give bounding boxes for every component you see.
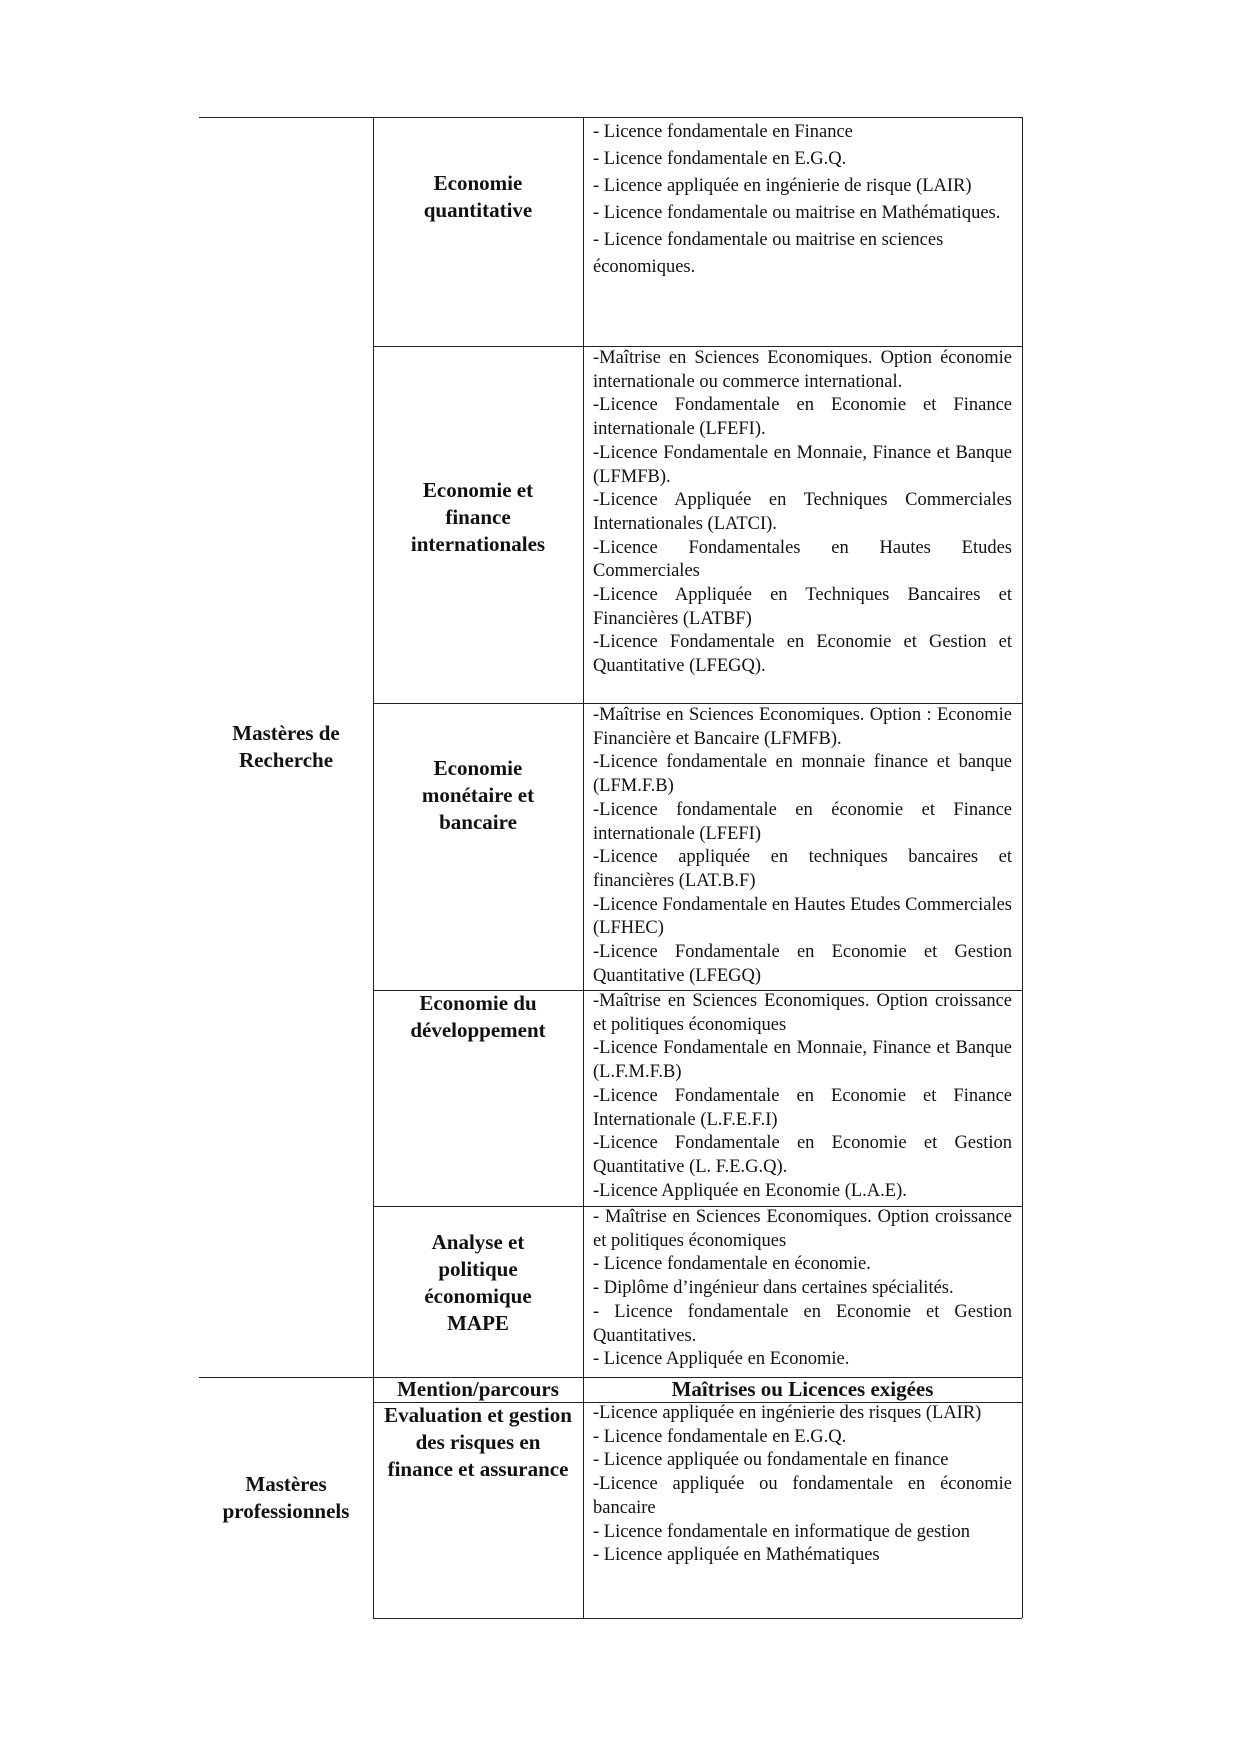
requirement-item: -Licence Fondamentale en Monnaie, Finance et Banque (L.F.M.F.B) [593, 1038, 1012, 1083]
requirement-item: -Maîtrise en Sciences Economiques. Option croissance et politiques économiques [593, 991, 1012, 1035]
requirement-item: -Licence Fondamentale en Economie et Gestion et Quantitative (LFEGQ). [593, 632, 1012, 677]
requirement-item: -Licence appliquée en techniques bancaires et financières (LAT.B.F) [593, 847, 1012, 891]
requirement-item: -Licence appliquée en ingénierie des risques (LAIR) [593, 1403, 982, 1423]
requirement-item: - Licence appliquée ou fondamentale en finance [593, 1450, 949, 1471]
requirement-item: -Licence appliquée ou fondamentale en économie bancaire [593, 1474, 1012, 1518]
mention-cell [373, 117, 583, 346]
requirement-item: - Licence fondamentale en informatique de gestion [593, 1521, 971, 1542]
mention-label: Economie et finance internationales [410, 478, 546, 556]
requirement-item: -Maîtrise en Sciences Economiques. Option économie internationale ou commerce international. [593, 348, 1012, 392]
requirement-item: -Licence Fondamentale en Economie et Finance Internationale (L.F.E.F.I) [593, 1085, 1012, 1130]
requirement-item: - Licence fondamentale en Economie et Gestion Quantitatives. [593, 1301, 1012, 1346]
requirement-item: -Licence Fondamentale en Economie et Gestion Quantitative (LFEGQ) [593, 942, 1012, 986]
requirement-item: -Licence Fondamentale en Economie et Gestion Quantitative (L. F.E.G.Q). [593, 1133, 1012, 1177]
requirements-cell [583, 347, 1022, 703]
requirement-item: - Licence fondamentale en économie. [593, 1254, 871, 1275]
requirement-item: - Licence fondamentale ou maitrise en Mathématiques. [593, 203, 1001, 223]
requirement-item: - Licence fondamentale ou maitrise en sciences économiques. [593, 230, 944, 277]
column-border-right [1022, 117, 1023, 1618]
requirement-item: - Diplôme d’ingénieur dans certaines spécialités. [593, 1278, 954, 1299]
mention-label: Economie monétaire et bancaire [421, 756, 535, 834]
requirement-item: - Licence appliquée en ingénierie de risque (LAIR) [593, 176, 972, 196]
category-masteres-recherche [199, 117, 373, 1377]
requirement-item: -Licence Fondamentale en Economie et Finance internationale (LFEFI). [593, 395, 1012, 440]
category-label: Mastères de Recherche [232, 721, 340, 772]
requirement-item: -Licence fondamentale en monnaie finance et banque (LFM.F.B) [593, 752, 1012, 797]
table-bottom-border [373, 1618, 1022, 1619]
requirement-item: -Licence Appliquée en Techniques Commerciales Internationales (LATCI). [593, 490, 1012, 534]
mention-label: Economie quantitative [423, 171, 533, 222]
mention-label: Economie du développement [410, 991, 546, 1042]
requirement-item: - Licence appliquée en Mathématiques [593, 1545, 880, 1566]
requirement-item: - Licence fondamentale en E.G.Q. [593, 149, 847, 169]
requirements-cell [583, 704, 1022, 990]
requirement-item: - Licence fondamentale en E.G.Q. [593, 1426, 847, 1447]
requirement-item: -Licence Fondamentale en Hautes Etudes Commerciales (LFHEC) [593, 894, 1012, 939]
requirement-item: -Licence Fondamentales en Hautes Etudes Commerciales [593, 537, 1012, 582]
requirement-item: -Licence Appliquée en Techniques Bancaires et Financières (LATBF) [593, 585, 1012, 629]
requirements-cell [583, 119, 1022, 346]
requirements-cell [583, 990, 1022, 1206]
mention-label: Analyse et politique économique MAPE [424, 1230, 532, 1335]
header-mention-label: Mention/parcours [397, 1377, 559, 1401]
mention-cell [373, 1402, 583, 1618]
requirements-cell [583, 1402, 1022, 1618]
mention-cell [373, 990, 583, 1206]
category-masteres-professionnels [199, 1377, 373, 1618]
requirement-item: - Licence fondamentale en Finance [593, 122, 853, 142]
requirement-item: -Licence Fondamentale en Monnaie, Finance et Banque (LFMFB). [593, 442, 1012, 487]
requirement-item: - Maîtrise en Sciences Economiques. Option croissance et politiques économiques [593, 1207, 1012, 1251]
requirement-item: -Licence fondamentale en économie et Finance internationale (LFEFI) [593, 799, 1012, 844]
requirements-cell [583, 1206, 1022, 1377]
mention-cell [373, 1206, 583, 1377]
mention-cell [373, 703, 583, 990]
header-requirements [583, 1377, 1022, 1402]
mention-cell [373, 346, 583, 703]
header-requirements-label: Maîtrises ou Licences exigées [671, 1377, 934, 1401]
requirement-item: - Licence Appliquée en Economie. [593, 1349, 850, 1370]
header-mention [373, 1377, 583, 1402]
requirement-item: -Maîtrise en Sciences Economiques. Option : Economie Financière et Bancaire (LFMFB). [593, 705, 1012, 749]
category-label: Mastères professionnels [222, 1471, 350, 1523]
mention-label: Evaluation et gestion des risques en finance et assurance [384, 1403, 572, 1481]
requirement-item: -Licence Appliquée en Economie (L.A.E). [593, 1180, 907, 1201]
